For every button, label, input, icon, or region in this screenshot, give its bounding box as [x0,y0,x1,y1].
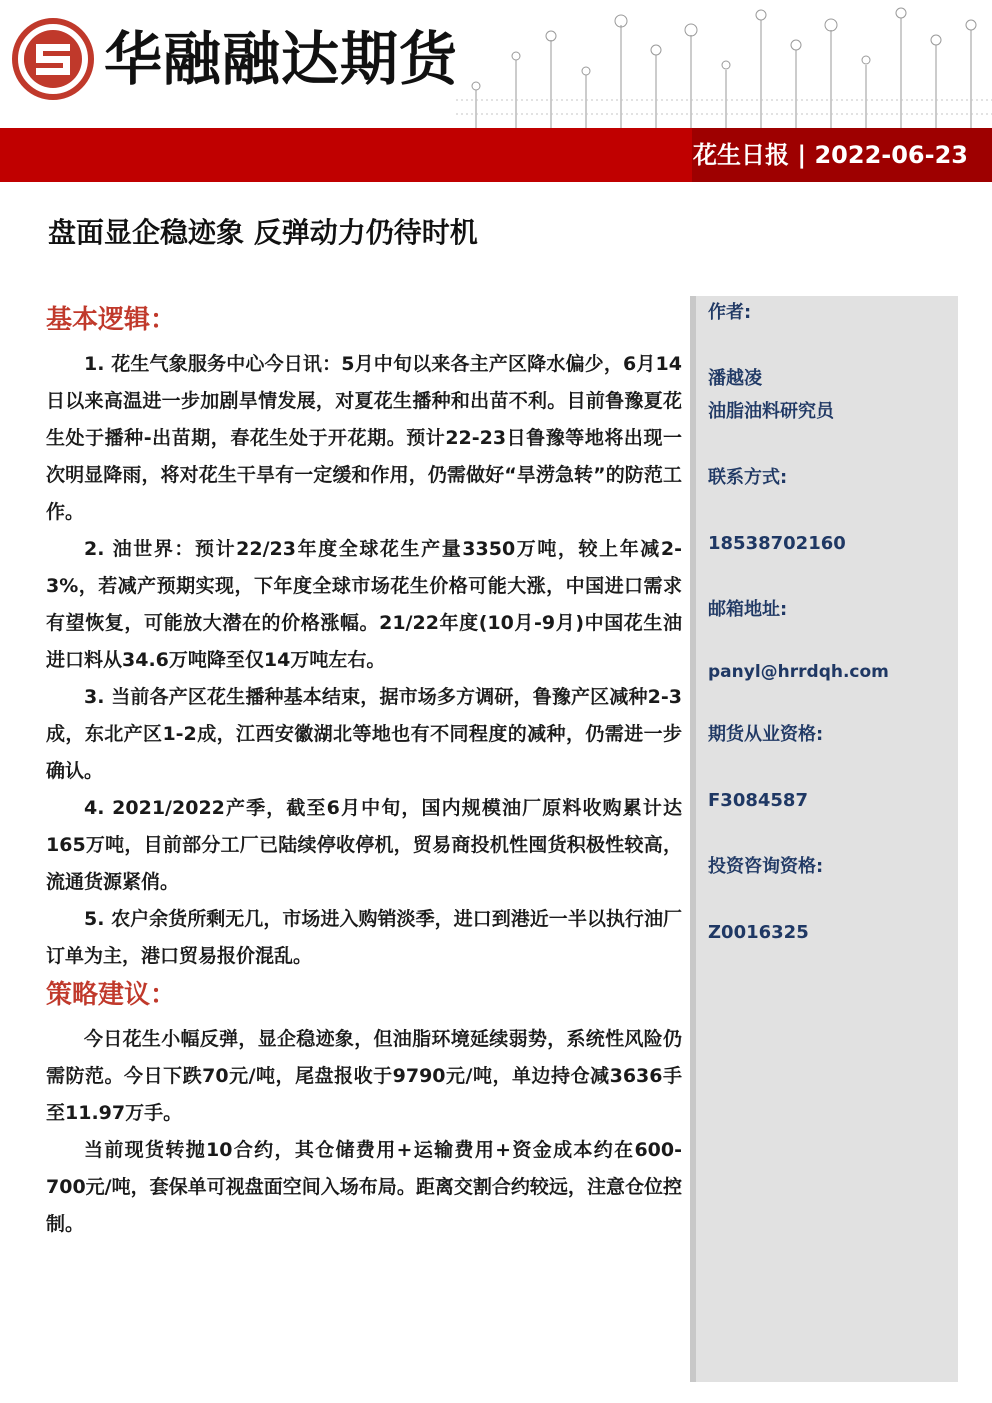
author-title: 油脂油料研究员 [708,401,834,422]
author-name: 潘越凌 [708,368,762,389]
decorative-pattern [456,0,992,130]
advisory-cert-number: Z0016325 [708,922,809,943]
company-name: 华融融达期货 [104,25,459,93]
sidebar-edge [690,296,696,1382]
author-sidebar [690,296,958,1382]
logic-heading: 基本逻辑： [46,305,177,335]
futures-cert-number: F3084587 [708,790,808,811]
logic-paragraph: 1. 花生气象服务中心今日讯：5月中旬以来各主产区降水偏少，6月14日以来高温进一步加剧旱情发展，对夏花生播种和出苗不利。目前鲁豫夏花生处于播种-出苗期，春花生处于开花期。预计22-23日鲁豫等地将出现一次明显降雨，将对花生干旱有一定缓和作用，仍需做好“旱涝急转”的防范工作。 [46,353,682,523]
logic-paragraph: 5. 农户余货所剩无几，市场进入购销淡季，进口到港近一半以执行油厂订单为主，港口贸易报价混乱。 [46,908,682,967]
logic-paragraph: 2. 油世界：预计22/23年度全球花生产量3350万吨，较上年减2-3%，若减产预期实现，下年度全球市场花生价格可能大涨，中国进口需求有望恢复，可能放大潜在的价格涨幅。21/22年度(10月-9月)中国花生油进口料从34.6万吨降至仅14万吨左右。 [46,538,682,671]
logic-paragraph: 3. 当前各产区花生播种基本结束，据市场多方调研，鲁豫产区减种2-3成，东北产区1-2成，江西安徽湖北等地也有不同程度的减种，仍需进一步确认。 [46,686,682,782]
email-address[interactable]: panyl@hrrdqh.com [708,662,889,682]
contact-label: 联系方式: [708,467,788,488]
email-label: 邮箱地址: [708,599,788,620]
phone-number: 18538702160 [708,533,846,554]
advisory-cert-label: 投资咨询资格: [708,856,824,877]
report-type-date: 花生日报 | 2022-06-23 [693,141,968,169]
logic-paragraph: 4. 2021/2022产季，截至6月中旬，国内规模油厂原料收购累计达165万吨，目前部分工厂已陆续停收停机，贸易商投机性囤货积极性较高，流通货源紧俏。 [46,797,682,893]
strategy-paragraph: 今日花生小幅反弹，显企稳迹象，但油脂环境延续弱势，系统性风险仍需防范。今日下跌70元/吨，尾盘报收于9790元/吨，单边持仓减3636手至11.97万手。 [46,1028,682,1124]
main-content [46,300,682,1243]
futures-cert-label: 期货从业资格: [708,724,824,745]
strategy-heading: 策略建议： [46,980,177,1010]
strategy-paragraph: 当前现货转抛10合约，其仓储费用+运输费用+资金成本约在600-700元/吨，套保单可视盘面空间入场布局。距离交割合约较远，注意仓位控制。 [46,1139,682,1235]
company-logo-icon [12,18,94,100]
author-label: 作者: [708,302,752,323]
page-title: 盘面显企稳迹象 反弹动力仍待时机 [48,216,478,249]
report-header [0,0,992,130]
